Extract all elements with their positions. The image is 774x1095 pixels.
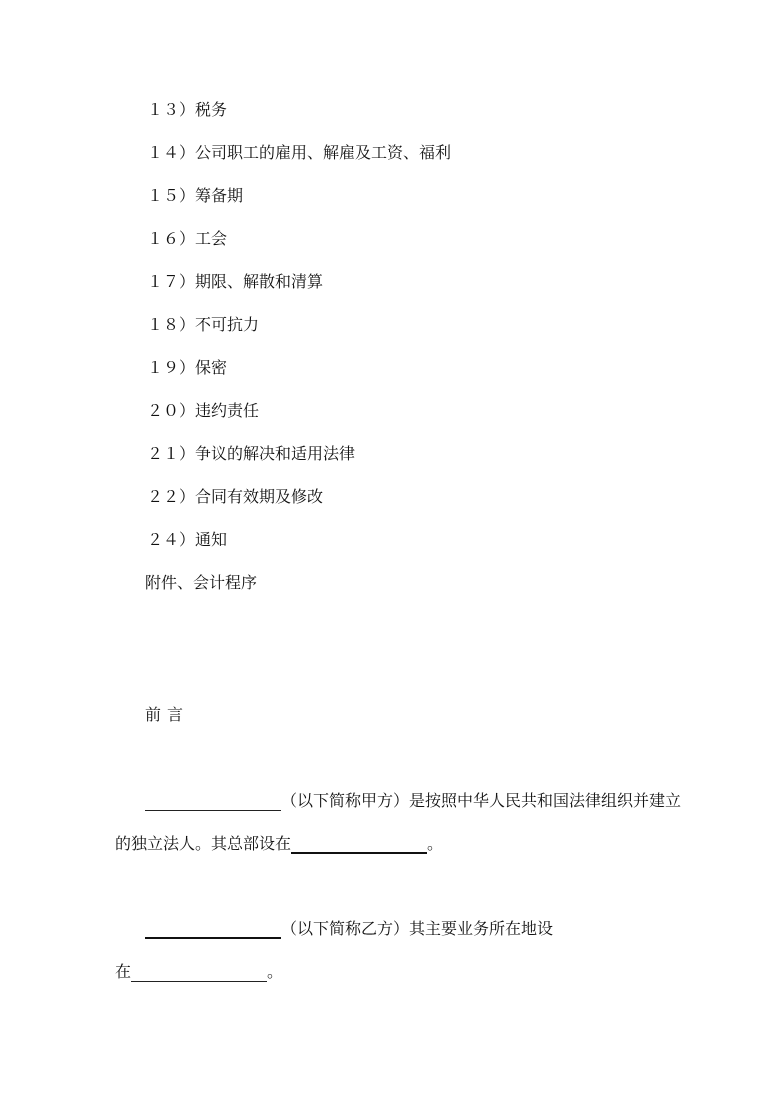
toc-item-16: １６）工会 <box>147 229 228 248</box>
toc-item-18: １８）不可抗力 <box>147 315 260 334</box>
toc-item-13: １３）税务 <box>147 100 228 119</box>
party-a-end: 。 <box>427 834 444 853</box>
toc-item-appendix: 附件、会计程序 <box>145 573 258 592</box>
toc-item-19: １９）保密 <box>147 358 228 377</box>
toc-item-17: １７）期限、解散和清算 <box>147 272 324 291</box>
party-a-hq-blank[interactable] <box>291 836 427 854</box>
toc-item-20: ２０）违约责任 <box>147 401 260 420</box>
toc-item-21: ２１）争议的解决和适用法律 <box>147 444 356 463</box>
party-b-location-blank[interactable] <box>131 965 267 982</box>
party-b-line-cont <box>115 962 283 982</box>
party-b-line <box>145 919 553 939</box>
party-a-line <box>145 791 681 811</box>
party-b-cont-text: 在 <box>115 962 132 981</box>
preface-heading: 前言 <box>145 705 190 724</box>
party-a-line-cont <box>115 834 443 854</box>
toc-item-14: １４）公司职工的雇用、解雇及工资、福利 <box>147 143 452 162</box>
party-a-text: （以下简称甲方）是按照中华人民共和国法律组织并建立 <box>281 791 682 810</box>
party-b-end: 。 <box>267 962 284 981</box>
toc-item-15: １５）筹备期 <box>147 186 244 205</box>
party-a-name-blank[interactable] <box>145 794 281 811</box>
party-a-cont-text: 的独立法人。其总部设在 <box>115 834 292 853</box>
toc-item-22: ２２）合同有效期及修改 <box>147 487 324 506</box>
party-b-name-blank[interactable] <box>145 921 281 939</box>
toc-item-24: ２４）通知 <box>147 530 228 549</box>
party-b-text: （以下简称乙方）其主要业务所在地设 <box>281 919 554 938</box>
